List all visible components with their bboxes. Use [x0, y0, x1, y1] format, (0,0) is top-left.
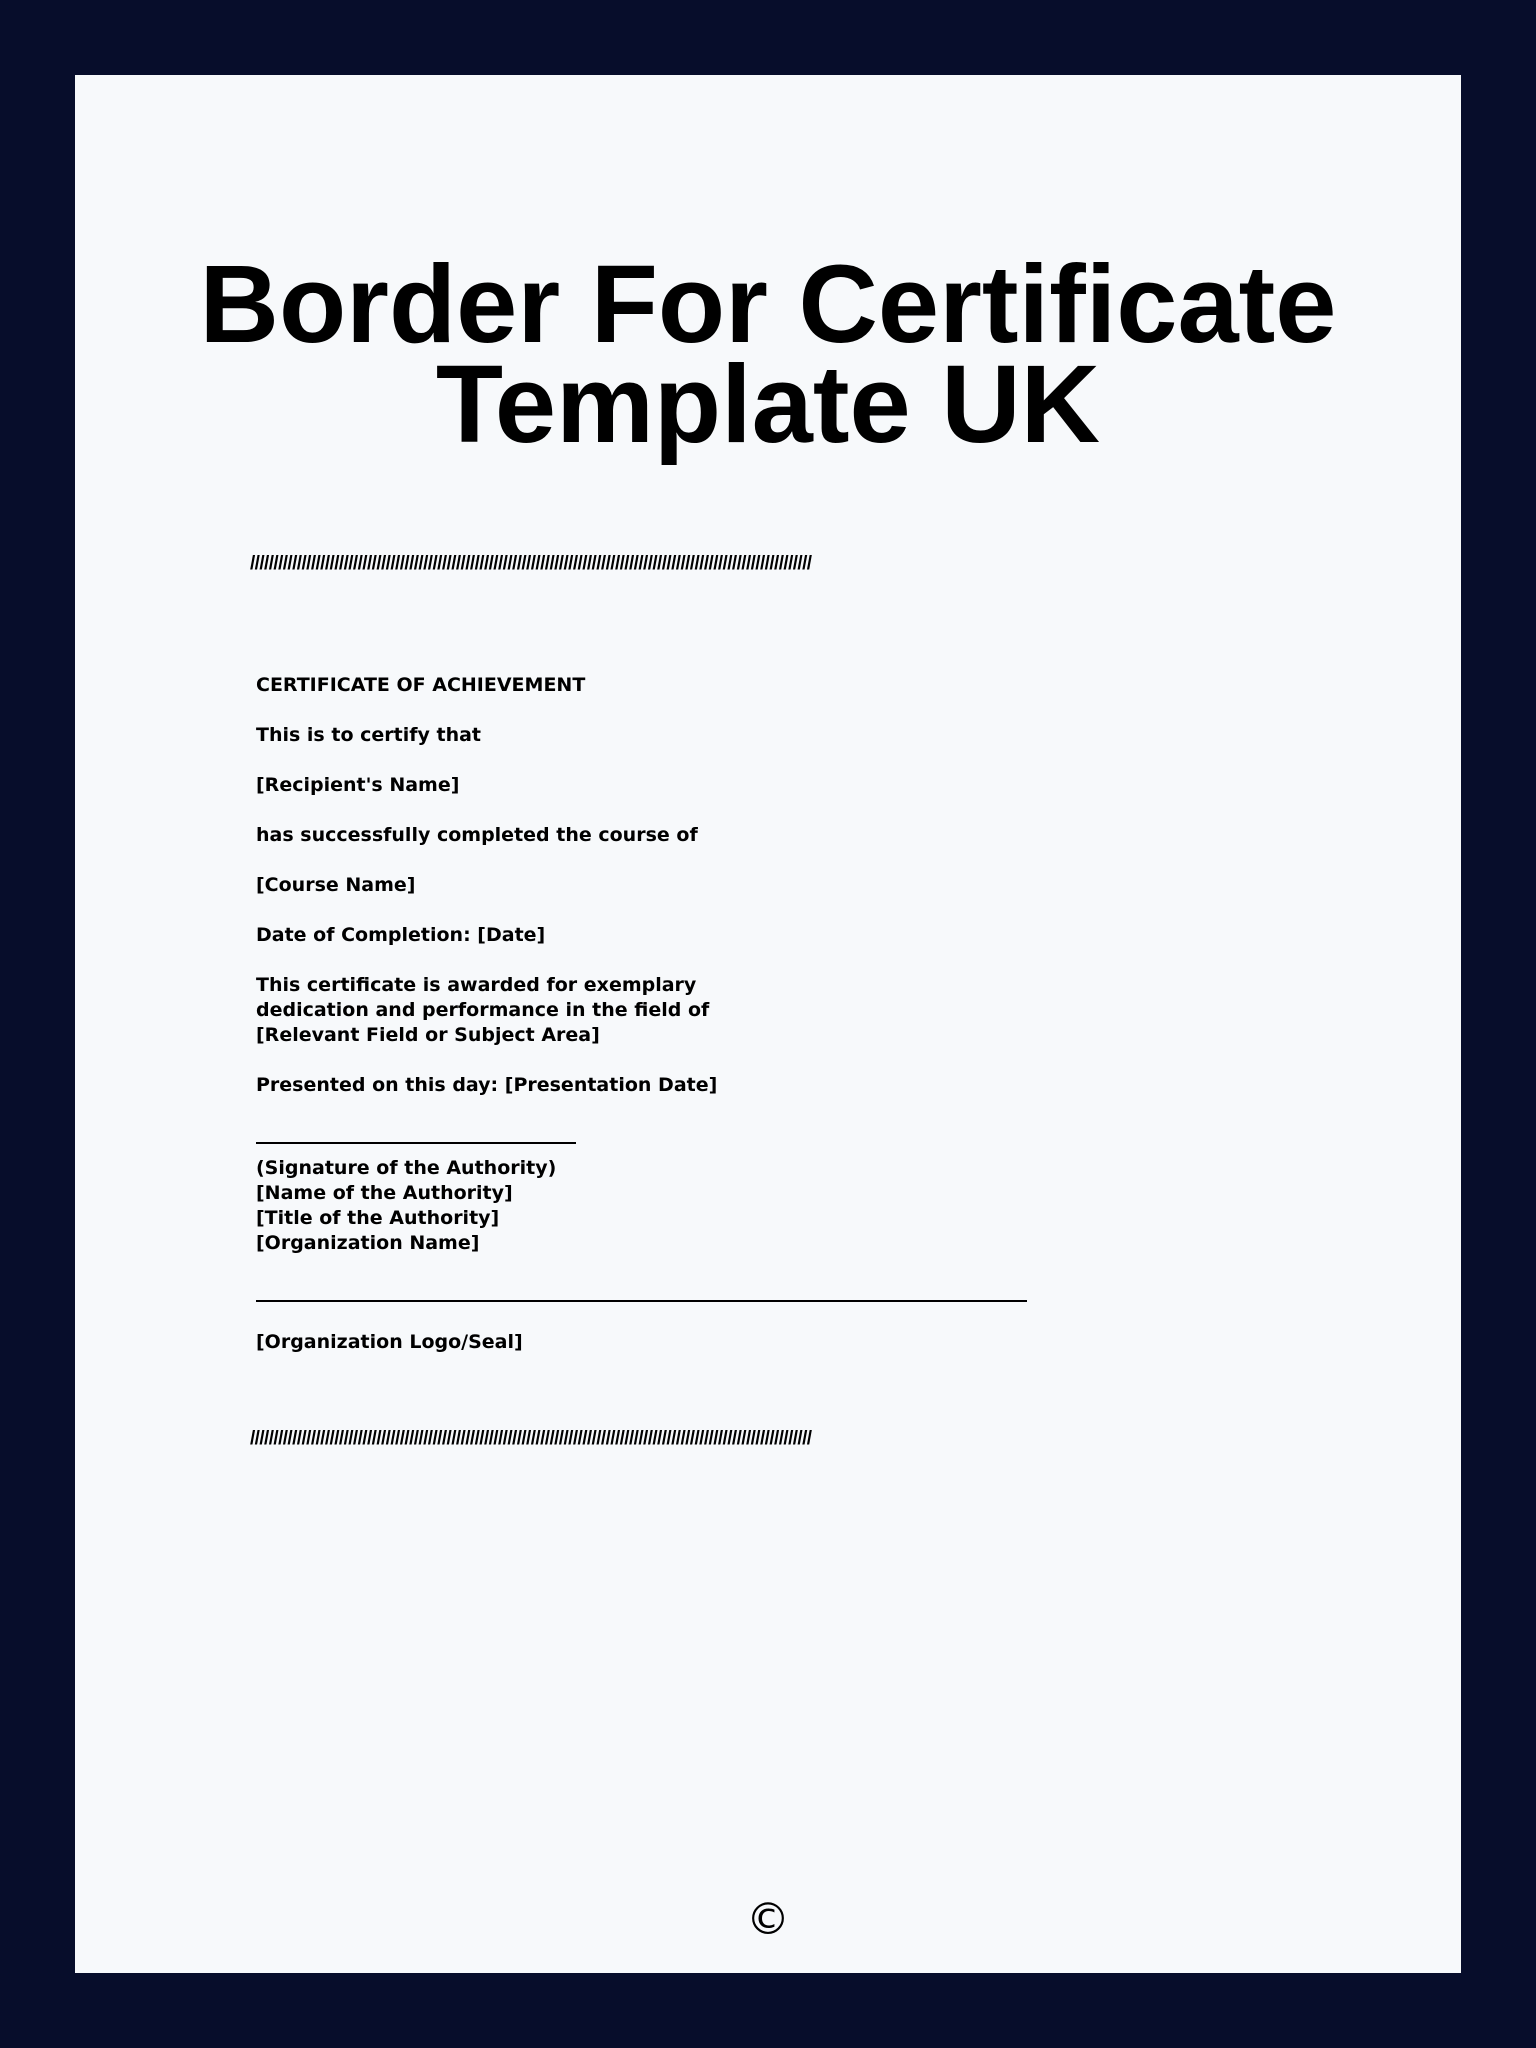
authority-name: [Name of the Authority]	[256, 1182, 513, 1204]
logo-seal-placeholder: [Organization Logo/Seal]	[256, 1331, 523, 1353]
organization-name: [Organization Name]	[256, 1232, 480, 1254]
completion-date: Date of Completion: [Date]	[256, 924, 546, 946]
award-line-1: This certificate is awarded for exemplary	[256, 974, 697, 996]
signature-line	[256, 1142, 576, 1144]
copyright-icon: ©	[746, 1894, 790, 1945]
authority-block	[256, 1156, 1156, 1256]
award-line-3: [Relevant Field or Subject Area]	[256, 1024, 600, 1046]
title-line-2: Template UK	[435, 343, 1101, 466]
completed-text: has successfully completed the course of	[256, 824, 698, 846]
award-line-2: dedication and performance in the field of	[256, 999, 710, 1021]
presented-date: Presented on this day: [Presentation Date]	[256, 1074, 718, 1096]
authority-signature: (Signature of the Authority)	[256, 1157, 557, 1179]
bottom-slash-divider: ////////////////////////////////////////////////////////////////////////////////////////////////////////////////////////	[250, 1428, 812, 1449]
authority-title: [Title of the Authority]	[256, 1207, 500, 1229]
award-text	[256, 973, 1156, 1048]
title-line-1: Border For Certificate	[199, 243, 1337, 366]
recipient-name: [Recipient's Name]	[256, 774, 460, 796]
certify-intro: This is to certify that	[256, 724, 482, 746]
course-name: [Course Name]	[256, 874, 416, 896]
certificate-body	[256, 673, 1156, 1355]
top-slash-divider: ////////////////////////////////////////////////////////////////////////////////////////////////////////////////////////	[250, 553, 812, 574]
horizontal-rule	[256, 1300, 1027, 1302]
document-title	[75, 243, 1461, 466]
certificate-page	[75, 75, 1461, 1973]
certificate-heading: CERTIFICATE OF ACHIEVEMENT	[256, 674, 586, 696]
